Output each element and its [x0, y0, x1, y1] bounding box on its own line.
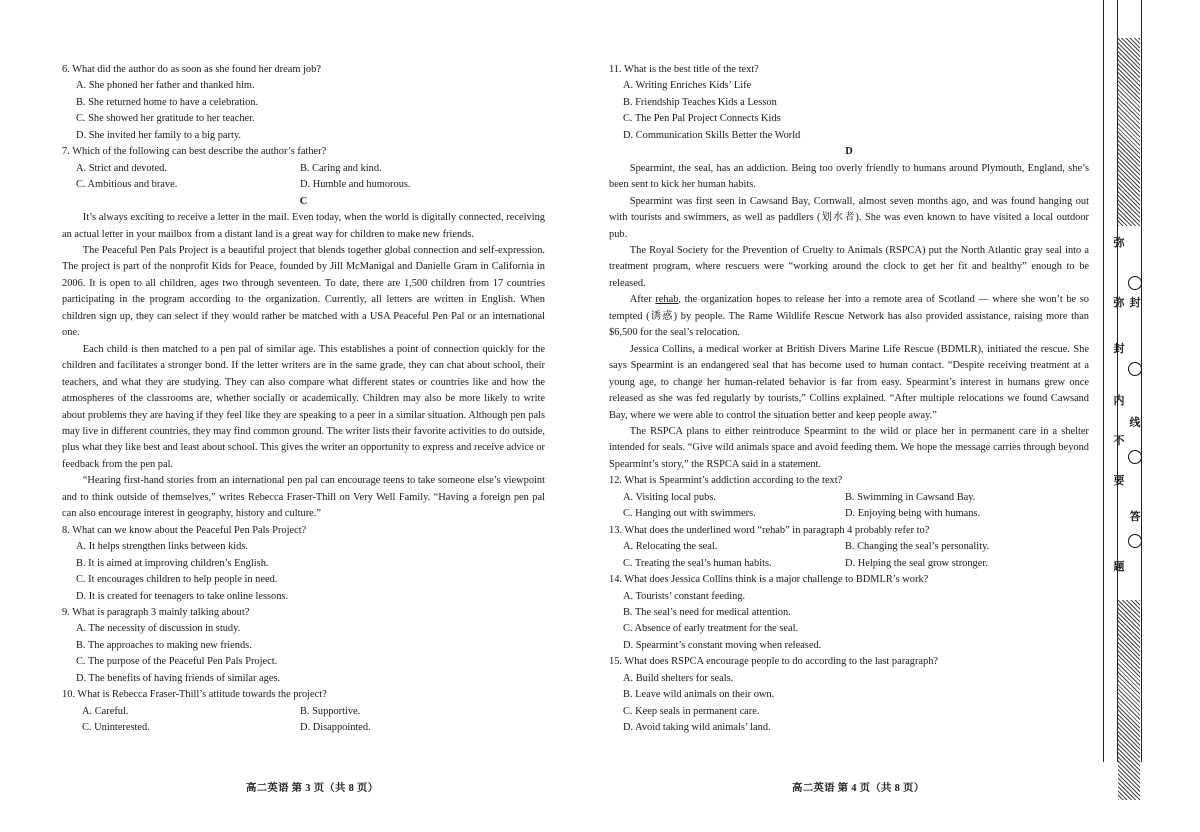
page-footer-left: 高二英语 第 3 页（共 8 页）: [246, 783, 379, 794]
question-12-option-b: B. Swimming in Cawsand Bay.: [845, 491, 976, 503]
question-6-option-d: D. She invited her family to a big party.: [76, 129, 241, 141]
paragraph-4-rest: , the organization hopes to release her into a remote area of Scotland — where she won’t be so tempted (诱惑) by people. The Rame Wildlife Rescue Network has also provided assistance, raising more than $6,500 for the seal’s relocation.: [609, 294, 1089, 339]
question-7-option-b: B. Caring and kind.: [300, 162, 382, 174]
question-12-option-d: D. Enjoying being with humans.: [845, 508, 981, 520]
question-15-option-a: A. Build shelters for seals.: [623, 672, 734, 684]
question-9-option-b: B. The approaches to making new friends.: [76, 639, 252, 651]
question-6-option-a: A. She phoned her father and thanked him.: [76, 80, 255, 92]
question-14-stem: 14. What does Jessica Collins think is a major challenge to BDMLR’s work?: [609, 574, 929, 586]
question-9-stem: 9. What is paragraph 3 mainly talking about?: [62, 606, 250, 618]
question-14-option-a: A. Tourists’ constant feeding.: [623, 590, 746, 602]
right-column: [609, 62, 1089, 737]
question-11-option-c: C. The Pen Pal Project Connects Kids: [623, 113, 781, 125]
seal-char-7: 答: [1129, 510, 1141, 523]
question-7-stem: 7. Which of the following can best describe the author’s father?: [62, 146, 327, 158]
question-8-option-a: A. It helps strengthen links between kids.: [76, 541, 248, 553]
question-13-option-d: D. Helping the seal grow stronger.: [845, 557, 988, 569]
question-7-option-d: D. Humble and humorous.: [300, 179, 411, 191]
section-heading-c: C: [299, 195, 308, 207]
question-13-stem: 13. What does the underlined word “rehab” in paragraph 4 probably refer to?: [609, 524, 930, 536]
seal-char-3b: 线: [1129, 416, 1141, 429]
passage-d-paragraph-5: Jessica Collins, a medical worker at British Divers Marine Life Rescue (BDMLR), initiated the rescue. She says Spearmint is an endangered seal that has become used to human contact. “Despite receiving treatment at a young age, to change her human-related behavior is far from easy. Spearmint’s interest in humans grew once released as she was fed regularly by tourists,” Collins explained. “After multiple relocations we found Cawsand Bay, where we were able to control the situation better and keep people away.”: [609, 343, 1089, 421]
question-8-option-d: D. It is created for teenagers to take online lessons.: [76, 590, 289, 602]
question-15-option-b: B. Leave wild animals on their own.: [623, 689, 775, 701]
seal-char-2b: 封: [1113, 342, 1125, 355]
question-10-option-a: A. Careful.: [82, 705, 129, 717]
hatch-band-top: [1118, 38, 1140, 226]
question-9-option-a: A. The necessity of discussion in study.: [76, 623, 241, 635]
question-7-option-a: A. Strict and devoted.: [76, 162, 167, 174]
seal-char-1b: 弥: [1113, 296, 1125, 309]
passage-c-paragraph-1: It’s always exciting to receive a letter in the mail. Even today, when the world is digitally connected, receiving an actual letter in your mailbox from a distant land is a great way for children to make new friends.: [62, 212, 545, 240]
question-12-stem: 12. What is Spearmint’s addiction according to the text?: [609, 475, 843, 487]
seal-char-2: 封: [1129, 296, 1141, 309]
question-11-option-a: A. Writing Enriches Kids’ Life: [623, 80, 752, 92]
question-6-option-c: C. She showed her gratitude to her teacher.: [76, 113, 255, 125]
question-10-option-b: B. Supportive.: [300, 705, 361, 717]
question-13-option-b: B. Changing the seal’s personality.: [845, 541, 990, 553]
ring-2: [1128, 362, 1142, 376]
question-13-option-a: A. Relocating the seal.: [623, 541, 718, 553]
ring-3: [1128, 450, 1142, 464]
question-11-option-b: B. Friendship Teaches Kids a Lesson: [623, 96, 777, 108]
paragraph-4-lead: After: [629, 294, 656, 306]
question-14-option-c: C. Absence of early treatment for the seal.: [623, 623, 799, 635]
passage-d-paragraph-2: Spearmint was first seen in Cawsand Bay, Cornwall, almost seven months ago, and was found hanging out with tourists and swimmers, as well as paddlers (划水者). She was even known to have visited a local outdoor pub.: [609, 195, 1089, 240]
question-11-option-d: D. Communication Skills Better the World: [623, 129, 801, 141]
sealing-line-text: [1113, 222, 1142, 602]
question-15-option-c: C. Keep seals in permanent care.: [623, 705, 760, 717]
passage-d-paragraph-1: Spearmint, the seal, has an addiction. Being too overly friendly to humans around Plymouth, England, she’s been sent to kick her human habits.: [609, 162, 1089, 191]
question-9-option-c: C. The purpose of the Peaceful Pen Pals Project.: [76, 656, 278, 668]
question-13-option-c: C. Treating the seal’s human habits.: [623, 557, 772, 569]
question-7-options-row-1: [62, 161, 545, 177]
question-8-stem: 8. What can we know about the Peaceful Pen Pals Project?: [62, 524, 307, 536]
seal-char-5: 不: [1113, 434, 1125, 447]
left-column: [62, 62, 545, 737]
question-12-options-row-2: [609, 506, 1089, 522]
page-footer-right: 高二英语 第 4 页（共 8 页）: [792, 783, 925, 794]
seal-char-4: 内: [1113, 394, 1125, 407]
section-heading-d: D: [845, 146, 853, 158]
question-7-option-c: C. Ambitious and brave.: [76, 179, 178, 191]
underlined-word-rehab: rehab: [655, 294, 679, 306]
question-15-stem: 15. What does RSPCA encourage people to do according to the last paragraph?: [609, 656, 939, 668]
question-12-option-c: C. Hanging out with swimmers.: [623, 508, 756, 520]
question-12-options-row-1: [609, 490, 1089, 506]
question-14-option-b: B. The seal’s need for medical attention.: [623, 606, 791, 618]
question-13-options-row-1: [609, 539, 1089, 555]
question-9-option-d: D. The benefits of having friends of similar ages.: [76, 672, 281, 684]
passage-c-paragraph-2: The Peaceful Pen Pals Project is a beautiful project that blends together global connection and self-expression. The project is part of the nonprofit Kids for Peace, founded by Jill McManigal and Danielle Gram in California in 2006. It is open to all children, ages two through seventeen. To date, there are 1,500 children from 17 countries participating in the program according to the organization. Currently, all letters are written in English. When children sign up, they can select if they would rather be matched with a USA Peaceful Pen Pal or an international one.: [62, 244, 545, 339]
ring-4: [1128, 534, 1142, 548]
hatch-band-bottom: [1118, 600, 1140, 800]
question-12-option-a: A. Visiting local pubs.: [623, 491, 716, 503]
question-10-options-row-1: [62, 704, 545, 720]
question-6-stem: 6. What did the author do as soon as she found her dream job?: [62, 64, 321, 75]
passage-d-paragraph-6: The RSPCA plans to either reintroduce Spearmint to the wild or place her in permanent care in a shelter intended for seals. “Give wild animals space and avoid feeding them. We hope the message carries through beyond Spearmint’s story,” the RSPCA said in a statement.: [609, 425, 1089, 470]
question-10-options-row-2: [62, 720, 545, 736]
binding-rule-outer: [1103, 0, 1104, 762]
question-10-option-c: C. Uninterested.: [82, 722, 150, 734]
passage-c-paragraph-4: “Hearing first-hand stories from an international pen pal can encourage teens to take someone else’s viewpoint and to think outside of themselves,” writes Rebecca Fraser-Thill on Very Well Family. “Having a foreign pen pal can also encourage interest in geography, history and culture.”: [62, 475, 545, 520]
passage-d-paragraph-4: [609, 292, 1089, 341]
question-7-options-row-2: [62, 177, 545, 193]
seal-char-6: 要: [1113, 474, 1125, 487]
question-10-stem: 10. What is Rebecca Fraser-Thill’s attitude towards the project?: [62, 689, 327, 701]
seal-char-1: 弥: [1113, 236, 1125, 249]
passage-c-paragraph-3: Each child is then matched to a pen pal of similar age. This establishes a point of connection quickly for the children and facilitates a stronger bond. If the letter writers are in the same grade, they can chat about school, their teachers, and what they are studying. They can also compare what different states or countries like and how the atmospheres of the classrooms are, whether socially or academically. Children may also be more likely to write about problems they are having if they feel like they are speaking to a peer in a similar situation. Although pen pals may live in different countries, they may find common ground. The writer lists their favorite activities to do outside, plus what they like best and least about school. This gives the writer an opportunity to express and receive advice or feedback from the pen pal.: [62, 343, 545, 470]
question-11-stem: 11. What is the best title of the text?: [609, 64, 759, 75]
question-14-option-d: D. Spearmint’s constant moving when released.: [623, 639, 822, 651]
question-10-option-d: D. Disappointed.: [300, 722, 371, 734]
seal-char-8: 题: [1113, 560, 1125, 573]
question-8-option-c: C. It encourages children to help people in need.: [76, 574, 278, 586]
question-13-options-row-2: [609, 556, 1089, 572]
question-8-option-b: B. It is aimed at improving children’s English.: [76, 557, 269, 569]
ring-1: [1128, 276, 1142, 290]
passage-d-paragraph-3: The Royal Society for the Prevention of Cruelty to Animals (RSPCA) put the North Atlantic gray seal into a treatment program, where rescuers were “working around the clock to get her fit and healthy” enough to be released.: [609, 244, 1089, 289]
question-6-option-b: B. She returned home to have a celebration.: [76, 96, 259, 108]
question-15-option-d: D. Avoid taking wild animals’ land.: [623, 722, 771, 734]
